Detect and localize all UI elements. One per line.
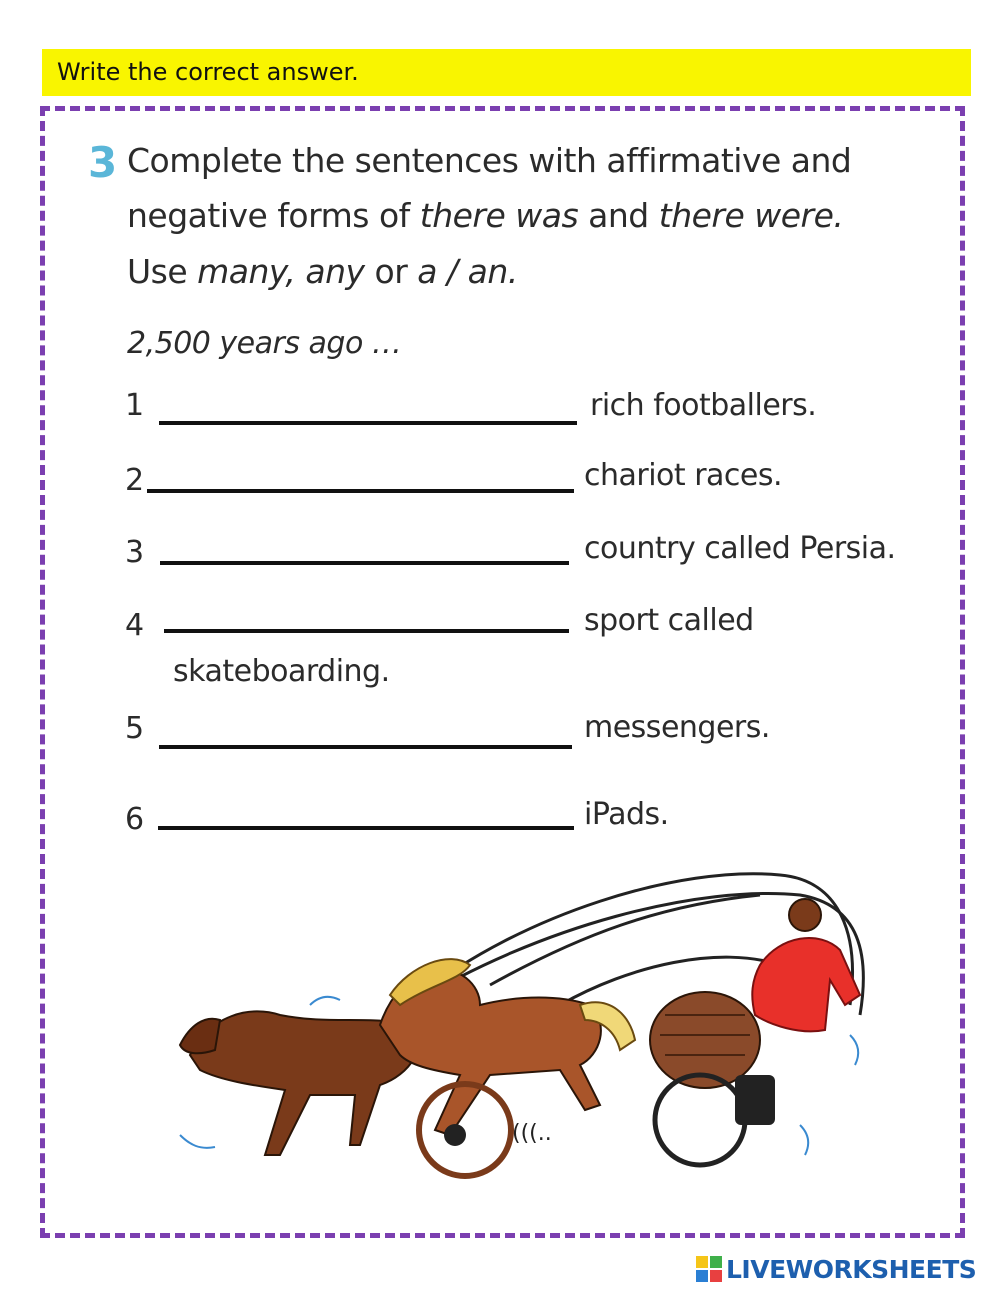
instruction-emphasis: many, any — [197, 252, 365, 291]
item-number: 3 — [125, 535, 145, 570]
item-text: chariot races. — [584, 458, 783, 493]
item-number: 4 — [125, 608, 145, 643]
banner-text: Write the correct answer. — [57, 58, 359, 86]
answer-input-1[interactable] — [159, 386, 577, 422]
liveworksheets-logo[interactable] — [696, 1254, 976, 1284]
instruction-text: and — [578, 196, 659, 235]
instruction-text: negative forms of — [127, 196, 420, 235]
item-number: 2 — [125, 463, 145, 498]
logo-text: LIVEWORKSHEETS — [726, 1254, 977, 1284]
item-text: country called Persia. — [584, 531, 896, 566]
instruction-text: or — [364, 252, 418, 291]
item-number: 5 — [125, 711, 145, 746]
answer-input-5[interactable] — [159, 710, 572, 746]
dust-marks: (((.. — [512, 1121, 552, 1146]
chariot-race-illustration — [160, 855, 880, 1195]
item-text: iPads. — [584, 797, 669, 832]
instruction-emphasis: there was — [419, 196, 579, 235]
item-text-continued: skateboarding. — [173, 654, 390, 689]
instruction-line-1: Complete the sentences with affirmative and — [127, 141, 852, 180]
instruction-banner — [42, 49, 971, 96]
horse-back — [180, 1011, 418, 1155]
instruction-line-2 — [127, 196, 843, 235]
answer-input-6[interactable] — [158, 791, 574, 827]
answer-input-4[interactable] — [164, 594, 569, 630]
answer-input-3[interactable] — [160, 526, 569, 562]
chariot — [650, 992, 775, 1165]
item-number: 1 — [125, 388, 145, 423]
subheading: 2,500 years ago … — [127, 326, 402, 361]
liveworksheets-logo-icon — [696, 1256, 722, 1282]
item-number: 6 — [125, 802, 145, 837]
instruction-emphasis: there were. — [658, 196, 844, 235]
answer-input-2[interactable] — [147, 454, 574, 490]
instruction-text: Use — [127, 252, 198, 291]
item-text: rich footballers. — [590, 388, 817, 423]
item-text: messengers. — [584, 710, 770, 745]
instruction-line-3 — [127, 252, 518, 291]
item-text: sport called — [584, 603, 754, 638]
exercise-number: 3 — [88, 138, 118, 187]
instruction-emphasis: a / an. — [417, 252, 518, 291]
